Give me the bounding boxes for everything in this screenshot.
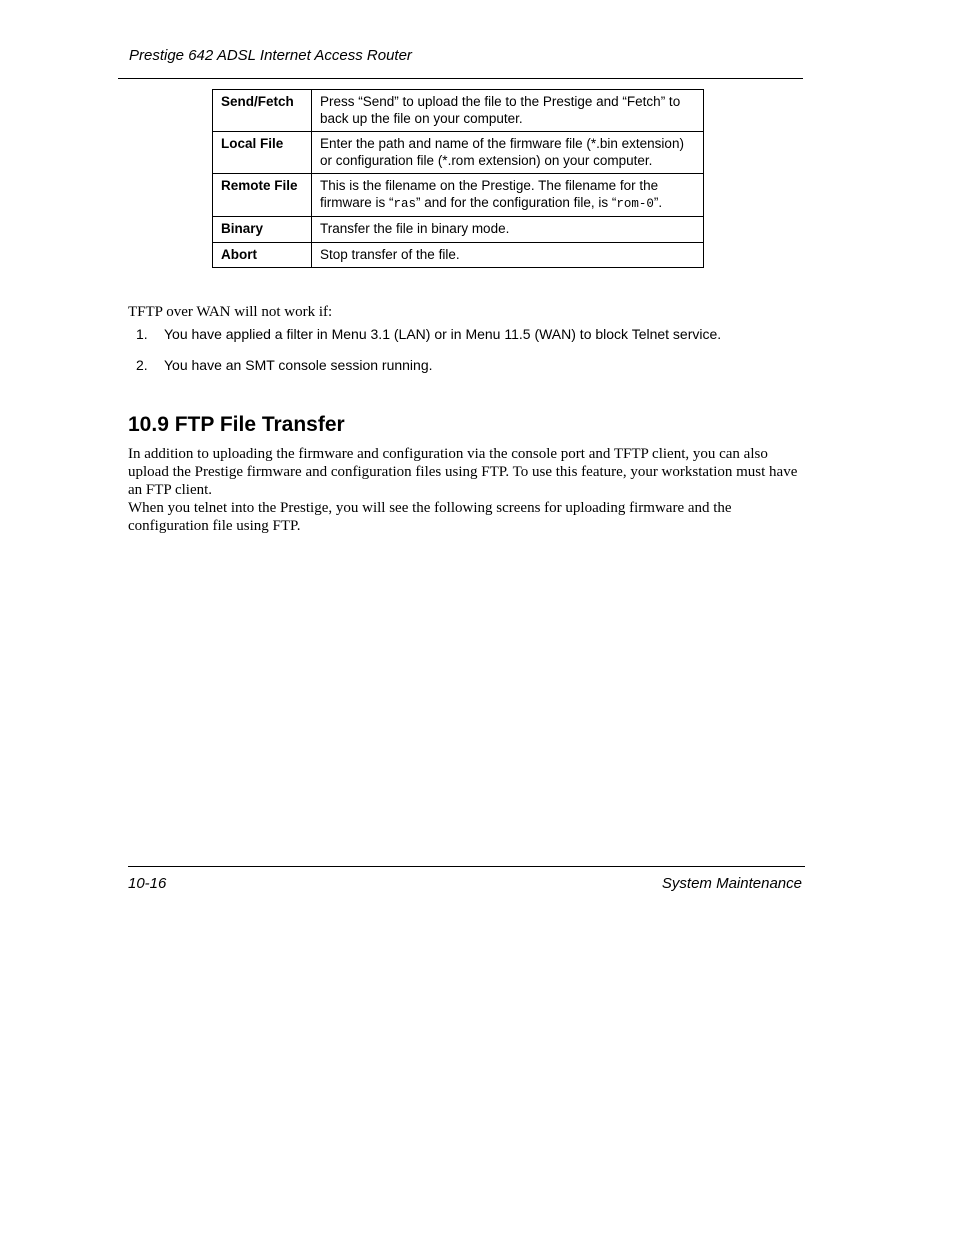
firmware-filename: ras [393,196,417,211]
footer-divider [128,866,805,867]
running-header-title: Prestige 642 ADSL Internet Access Router [129,47,412,64]
table-row [213,132,704,174]
table-term: Remote File [213,174,312,217]
section-heading: 10.9 FTP File Transfer [128,413,345,436]
list-text: You have applied a filter in Menu 3.1 (LAN) or in Menu 11.5 (WAN) to block Telnet service. [164,326,722,342]
page-number: 10-16 [128,875,167,892]
table-description: Stop transfer of the file. [312,242,704,268]
table-description: Enter the path and name of the firmware file (*.bin extension) or configuration file (*.rom extension) on your computer. [312,132,704,174]
table-term: Binary [213,217,312,243]
table-row [213,90,704,132]
table-description [312,174,704,217]
parameter-table [212,89,704,268]
table-row [213,174,704,217]
list-item [128,357,808,388]
tftp-intro: TFTP over WAN will not work if: [128,304,333,320]
table-term: Abort [213,242,312,268]
header-divider [118,78,803,79]
section-body [128,445,800,535]
table-description: Press “Send” to upload the file to the Prestige and “Fetch” to back up the file on your computer. [312,90,704,132]
chapter-name: System Maintenance [661,875,802,892]
table-row [213,242,704,268]
desc-text: ” and for the configuration file, is “ [416,194,617,210]
tftp-conditions-list [128,326,808,388]
table-term: Send/Fetch [213,90,312,132]
paragraph: In addition to uploading the firmware and configuration via the console port and TFTP client, you can also upload the Prestige firmware and configuration files using FTP. To use this feature, your workstation must have an FTP client. [128,446,798,498]
desc-text: ”. [653,194,663,210]
list-text: You have an SMT console session running. [164,357,433,373]
table-term: Local File [213,132,312,174]
table-description: Transfer the file in binary mode. [312,217,704,243]
config-filename: rom-0 [616,196,654,211]
table-row [213,217,704,243]
desc-text: This is the filename on the Prestige. The filename for the firmware is “ [320,178,659,210]
list-number: 1. [136,326,148,342]
paragraph: When you telnet into the Prestige, you will see the following screens for uploading firmware and the configuration file using FTP. [128,500,732,534]
list-number: 2. [136,357,148,373]
list-item [128,326,808,357]
